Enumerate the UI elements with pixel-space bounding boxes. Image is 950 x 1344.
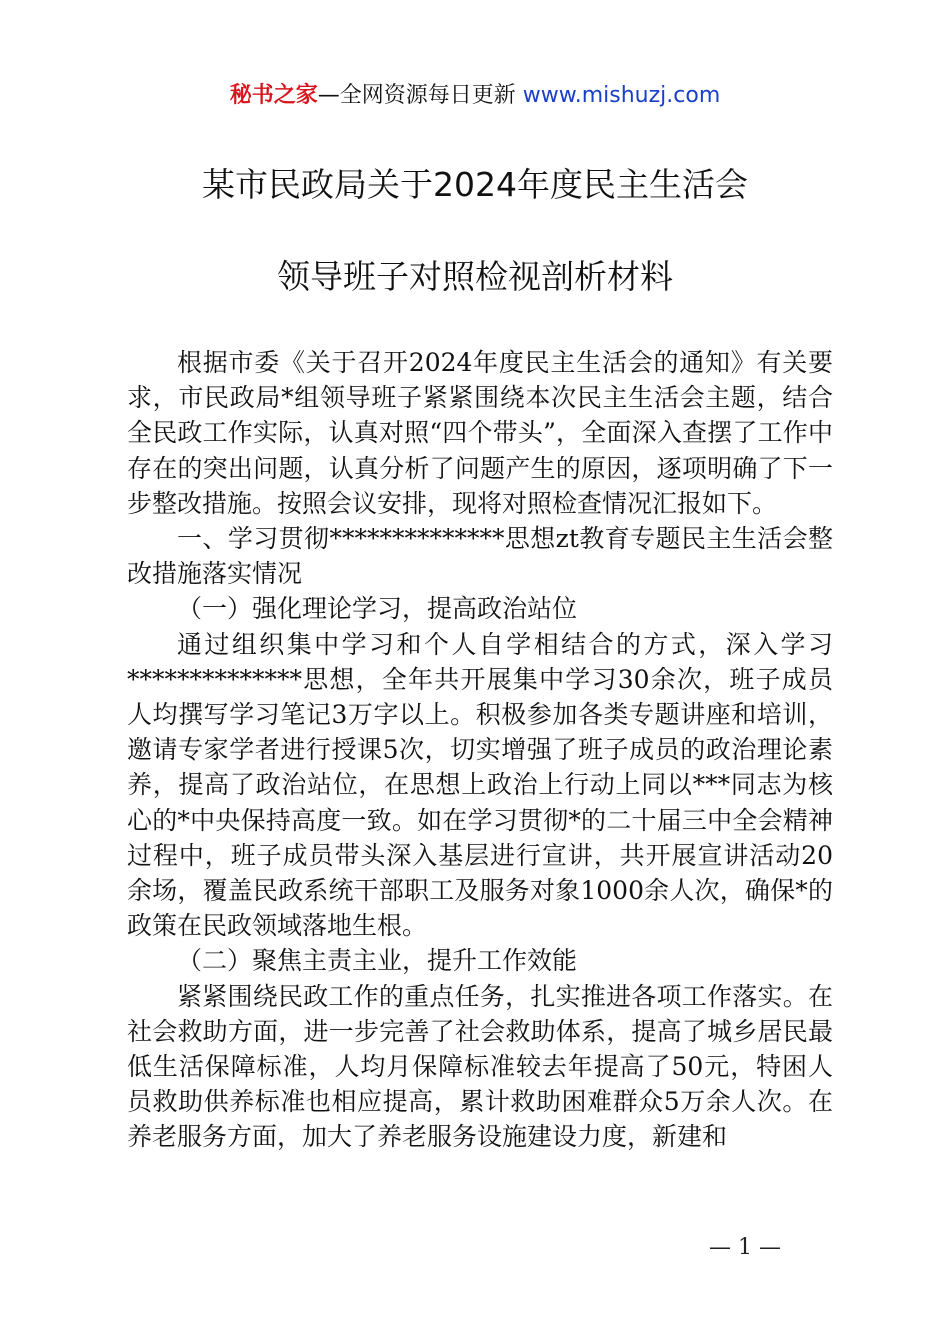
document-body (127, 345, 833, 1155)
document-title-line2: 领导班子对照检视剖析材料 (277, 257, 673, 296)
section-heading-1: 一、学习贯彻**************思想zt教育专题民主生活会整改措施落实情况 (127, 524, 833, 589)
intro-paragraph: 根据市委《关于召开2024年度民主生活会的通知》有关要求，市民政局*组领导班子紧紧围绕本次民主生活会主题，结合全民政工作实际，认真对照“四个带头”，全面深入查摆了工作中存在的突出问题，认真分析了问题产生的原因，逐项明确了下一步整改措施。按照会议安排，现将对照检查情况汇报如下。 (127, 348, 833, 518)
subsection-heading-2: （二）聚焦主责主业，提升工作效能 (177, 946, 578, 976)
body-paragraph-1: 通过组织集中学习和个人自学相结合的方式，深入学习**************思想，全年共开展集中学习30余次，班子成员人均撰写学习笔记3万字以上。积极参加各类专题讲座和培训，邀请专家学者进行授课5次，切实增强了班子成员的政治理论素养，提高了政治站位，在思想上政治上行动上同以***同志为核心的*中央保持高度一致。如在学习贯彻*的二十届三中全会精神过程中，班子成员带头深入基层进行宣讲，共开展宣讲活动20余场，覆盖民政系统干部职工及服务对象1000余人次，确保*的政策在民政领域落地生根。 (127, 629, 833, 941)
subsection-heading-1: （一）强化理论学习，提高政治站位 (177, 594, 578, 624)
header-slogan: —全网资源每日更新 (317, 83, 523, 108)
site-url[interactable]: www.mishuzj.com (522, 83, 721, 108)
page-number: — 1 — (709, 1235, 781, 1260)
site-header (0, 80, 950, 112)
document-title-line1: 某市民政局关于2024年度民主生活会 (202, 165, 748, 204)
body-paragraph-2: 紧紧围绕民政工作的重点任务，扎实推进各项工作落实。在社会救助方面，进一步完善了社会救助体系，提高了城乡居民最低生活保障标准，人均月保障标准较去年提高了50元，特困人员救助供养标准也相应提高，累计救助困难群众5万余人次。在养老服务方面，加大了养老服务设施建设力度，新建和 (127, 981, 833, 1152)
brand-name: 秘书之家 (229, 83, 318, 108)
